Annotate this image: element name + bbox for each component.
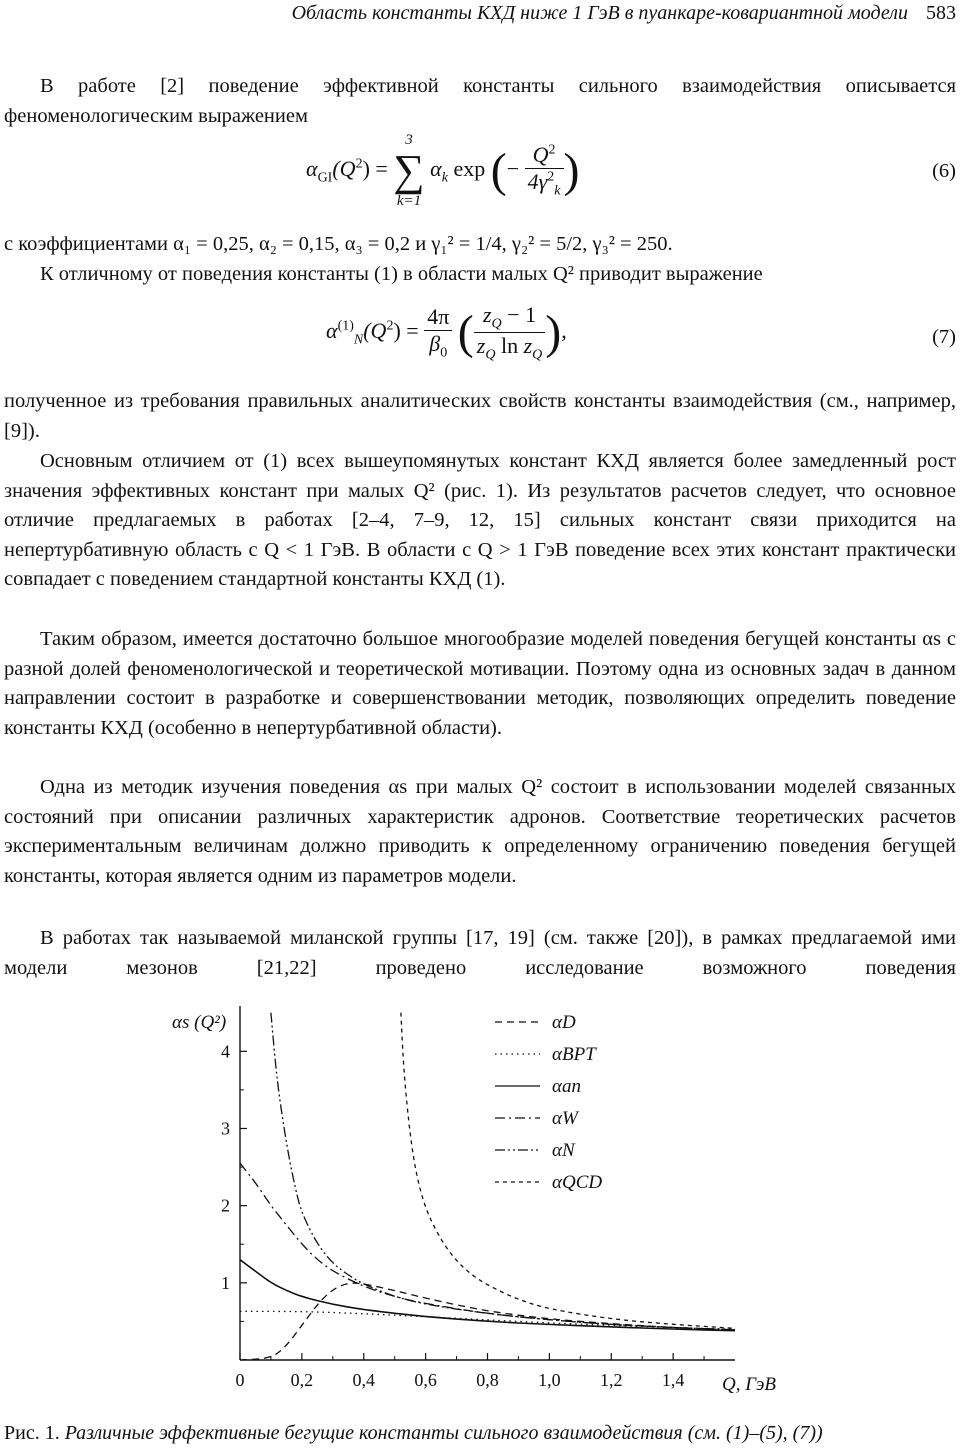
x-axis-label: Q, ГэВ xyxy=(722,1374,777,1395)
paragraph-7: Одна из методик изучения поведения αs при малых Q² состоит в использовании моделей связанных состояний при описании различных характеристик адронов. Соответствие теоретических расчетов экспериментальным величинам должно приводить к определенному ограничению поведения бегущей константы, которая является одним из параметров модели. xyxy=(4,776,956,887)
x-tick-label: 1,4 xyxy=(661,1370,685,1390)
paragraph-3: К отличному от поведения константы (1) в области малых Q² приводит выражение xyxy=(40,263,763,285)
equation-7: $\alpha^{(1)}_N(Q^2)$ = $\frac{4\pi}{\beta_0}$ ( $\frac{z_Q - 1}{z_Q \ln z_Q}$ ), (7) xyxy=(326,302,956,363)
z-fraction: $\frac{z_Q - 1}{z_Q \ln z_Q}$ xyxy=(474,302,546,364)
paragraph-2: с коэффициентами α₁ = 0,25, α₂ = 0,15, α₃ = 0,2 и γ₁² = 1/4, γ₂² = 5/2, γ₃² = 250. xyxy=(4,233,673,255)
figure-1 xyxy=(150,1000,810,1410)
equation-number-6: (6) xyxy=(932,160,956,182)
y-tick-label: 4 xyxy=(221,1041,230,1062)
equation-number-7: (7) xyxy=(932,326,956,348)
paragraph-5: Основным отличием от (1) всех вышеупомянутых констант КХД является более замедленный рост значения эффективных констант при малых Q² (рис. 1). Из результатов расчетов следует, что основное отличие предлагаемых в работах [2–4, 7–9, 12, 15] сильных констант связи приходится на непертурбативную область с Q < 1 ГэВ. В области с Q > 1 ГэВ поведение всех этих констант практически совпадает с поведением стандартной константы КХД (1). xyxy=(4,450,956,591)
x-tick-label: 0,6 xyxy=(414,1370,437,1390)
paragraph-1: В работе [2] поведение эффективной константы сильного взаимодействия описывается феноменологическим выражением xyxy=(4,75,956,127)
coefficient-fraction: $\frac{4\pi}{\beta_0}$ xyxy=(424,304,452,361)
y-tick-label: 2 xyxy=(221,1195,230,1216)
legend-label-2: αan xyxy=(552,1076,581,1097)
legend-label-0: αD xyxy=(552,1012,576,1033)
series-line-4 xyxy=(271,1013,735,1330)
paragraph-4: полученное из требования правильных аналитических свойств константы взаимодействия (см., например, [9]). xyxy=(4,390,956,442)
x-tick-label: 0,4 xyxy=(352,1370,375,1390)
legend-label-5: αQCD xyxy=(552,1172,603,1193)
legend-label-4: αN xyxy=(552,1140,575,1161)
sum-symbol: 3 ∑ k=1 xyxy=(393,132,425,209)
x-tick-label: 0,2 xyxy=(290,1370,314,1390)
caption-label: Рис. 1. xyxy=(4,1422,60,1444)
paragraph-6: Таким образом, имеется достаточно большое многообразие моделей поведения бегущей константы αs с разной долей феноменологической и теоретической мотивации. Поэтому одна из основных задач в данном направлении состоит в разработке и совершенствовании методик, позволяющих определить поведение константы КХД (особенно в непертурбативной области). xyxy=(4,628,956,739)
x-tick-label: 1,2 xyxy=(600,1370,623,1390)
page-number: 583 xyxy=(926,2,956,24)
running-title: Область константы КХД ниже 1 ГэВ в пуанкаре-ковариантной модели xyxy=(291,2,908,24)
x-tick-label: 1,0 xyxy=(538,1370,561,1390)
figure-caption xyxy=(4,1422,956,1445)
caption-text: Различные эффективные бегущие константы сильного взаимодействия (см. (1)–(5), (7)) xyxy=(64,1422,823,1444)
paragraph-8: В работах так называемой миланской группы [17, 19] (см. также [20]), в рамках предлагаемой ими модели мезонов [21,22] проведено исследование возможного поведения xyxy=(4,927,956,979)
exp-fraction: $\frac{Q^2}{4\gamma^2_k}$ xyxy=(525,142,564,199)
legend-label-3: αW xyxy=(552,1108,578,1129)
x-tick-label: 0 xyxy=(235,1370,245,1390)
coupling-constants-chart xyxy=(150,1000,810,1410)
running-header xyxy=(0,0,960,28)
legend-label-1: αBPT xyxy=(552,1044,596,1065)
x-tick-label: 0,8 xyxy=(476,1370,499,1390)
y-tick-label: 3 xyxy=(221,1118,230,1139)
equation-6: $\alpha_{GI}(Q^2)$ = 3 ∑ k=1 $\alpha_k$ exp (− $\frac{Q^2}{4\gamma^2_k}$ ) (6) xyxy=(306,132,956,209)
series-line-3 xyxy=(240,1163,735,1330)
y-tick-label: 1 xyxy=(221,1272,230,1293)
y-axis-label: αs (Q²) xyxy=(172,1012,227,1033)
